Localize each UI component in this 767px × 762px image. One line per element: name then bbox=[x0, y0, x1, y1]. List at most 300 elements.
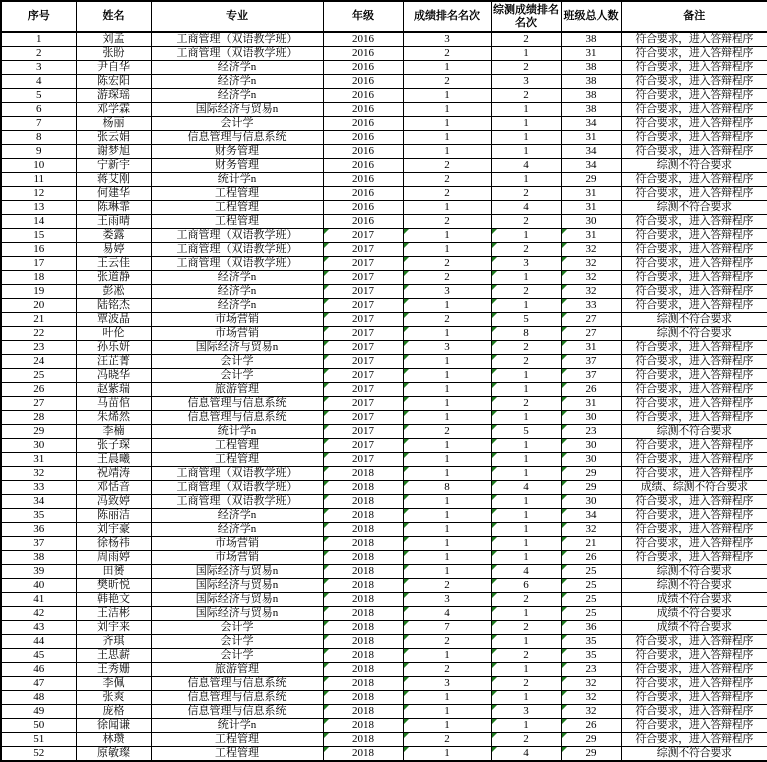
table-cell[interactable] bbox=[76, 187, 151, 201]
table-cell[interactable] bbox=[403, 61, 491, 75]
table-cell[interactable] bbox=[621, 117, 767, 131]
table-cell[interactable] bbox=[561, 565, 621, 579]
table-cell[interactable] bbox=[323, 369, 403, 383]
table-cell[interactable] bbox=[323, 719, 403, 733]
table-cell[interactable] bbox=[491, 89, 561, 103]
table-cell[interactable] bbox=[151, 173, 323, 187]
table-cell[interactable] bbox=[151, 131, 323, 145]
table-cell[interactable] bbox=[323, 201, 403, 215]
table-cell[interactable] bbox=[403, 537, 491, 551]
table-cell[interactable] bbox=[403, 173, 491, 187]
table-cell[interactable] bbox=[491, 75, 561, 89]
table-cell[interactable] bbox=[323, 215, 403, 229]
table-cell[interactable] bbox=[151, 565, 323, 579]
table-cell[interactable] bbox=[151, 691, 323, 705]
table-cell[interactable] bbox=[1, 229, 76, 243]
table-cell[interactable] bbox=[621, 103, 767, 117]
table-cell[interactable] bbox=[561, 439, 621, 453]
table-cell[interactable] bbox=[76, 117, 151, 131]
table-cell[interactable] bbox=[151, 719, 323, 733]
table-cell[interactable] bbox=[323, 243, 403, 257]
table-cell[interactable] bbox=[491, 201, 561, 215]
table-cell[interactable] bbox=[561, 635, 621, 649]
table-cell[interactable] bbox=[323, 271, 403, 285]
table-cell[interactable] bbox=[621, 733, 767, 747]
table-cell[interactable] bbox=[76, 32, 151, 47]
table-cell[interactable] bbox=[491, 285, 561, 299]
table-cell[interactable] bbox=[403, 509, 491, 523]
table-cell[interactable] bbox=[491, 523, 561, 537]
table-cell[interactable] bbox=[1, 75, 76, 89]
table-cell[interactable] bbox=[561, 89, 621, 103]
table-cell[interactable] bbox=[403, 593, 491, 607]
table-cell[interactable] bbox=[151, 677, 323, 691]
table-cell[interactable] bbox=[403, 299, 491, 313]
table-cell[interactable] bbox=[403, 663, 491, 677]
table-cell[interactable] bbox=[151, 299, 323, 313]
table-cell[interactable] bbox=[621, 369, 767, 383]
table-cell[interactable] bbox=[1, 439, 76, 453]
table-cell[interactable] bbox=[76, 523, 151, 537]
table-cell[interactable] bbox=[151, 621, 323, 635]
table-cell[interactable] bbox=[491, 47, 561, 61]
table-cell[interactable] bbox=[403, 383, 491, 397]
table-cell[interactable] bbox=[1, 593, 76, 607]
table-cell[interactable] bbox=[76, 509, 151, 523]
table-cell[interactable] bbox=[76, 201, 151, 215]
table-cell[interactable] bbox=[1, 215, 76, 229]
table-cell[interactable] bbox=[621, 747, 767, 762]
table-cell[interactable] bbox=[561, 411, 621, 425]
table-cell[interactable] bbox=[403, 341, 491, 355]
table-cell[interactable] bbox=[76, 229, 151, 243]
table-cell[interactable] bbox=[76, 145, 151, 159]
table-cell[interactable] bbox=[621, 201, 767, 215]
table-cell[interactable] bbox=[1, 523, 76, 537]
table-cell[interactable] bbox=[403, 677, 491, 691]
table-cell[interactable] bbox=[323, 537, 403, 551]
table-cell[interactable] bbox=[621, 453, 767, 467]
table-cell[interactable] bbox=[323, 397, 403, 411]
table-cell[interactable] bbox=[561, 677, 621, 691]
table-cell[interactable] bbox=[403, 187, 491, 201]
table-cell[interactable] bbox=[1, 299, 76, 313]
table-cell[interactable] bbox=[561, 579, 621, 593]
table-cell[interactable] bbox=[491, 607, 561, 621]
table-cell[interactable] bbox=[491, 103, 561, 117]
table-cell[interactable] bbox=[76, 215, 151, 229]
table-cell[interactable] bbox=[76, 579, 151, 593]
table-cell[interactable] bbox=[151, 32, 323, 47]
table-cell[interactable] bbox=[323, 32, 403, 47]
table-cell[interactable] bbox=[561, 537, 621, 551]
table-cell[interactable] bbox=[403, 159, 491, 173]
table-cell[interactable] bbox=[621, 271, 767, 285]
table-cell[interactable] bbox=[561, 691, 621, 705]
table-cell[interactable] bbox=[151, 313, 323, 327]
table-cell[interactable] bbox=[561, 523, 621, 537]
table-cell[interactable] bbox=[323, 341, 403, 355]
col-header-major[interactable]: 专业 bbox=[151, 1, 323, 32]
table-cell[interactable] bbox=[621, 565, 767, 579]
table-cell[interactable] bbox=[491, 649, 561, 663]
table-cell[interactable] bbox=[1, 117, 76, 131]
table-cell[interactable] bbox=[403, 439, 491, 453]
table-cell[interactable] bbox=[561, 663, 621, 677]
table-cell[interactable] bbox=[491, 719, 561, 733]
table-cell[interactable] bbox=[323, 257, 403, 271]
table-cell[interactable] bbox=[403, 369, 491, 383]
table-cell[interactable] bbox=[1, 397, 76, 411]
table-cell[interactable] bbox=[561, 341, 621, 355]
table-cell[interactable] bbox=[1, 719, 76, 733]
table-cell[interactable] bbox=[151, 551, 323, 565]
table-cell[interactable] bbox=[561, 243, 621, 257]
table-cell[interactable] bbox=[491, 229, 561, 243]
table-cell[interactable] bbox=[1, 481, 76, 495]
table-cell[interactable] bbox=[76, 383, 151, 397]
table-cell[interactable] bbox=[491, 173, 561, 187]
table-cell[interactable] bbox=[621, 523, 767, 537]
table-cell[interactable] bbox=[151, 61, 323, 75]
table-cell[interactable] bbox=[403, 453, 491, 467]
table-cell[interactable] bbox=[403, 733, 491, 747]
table-cell[interactable] bbox=[403, 89, 491, 103]
table-cell[interactable] bbox=[491, 313, 561, 327]
table-cell[interactable] bbox=[561, 215, 621, 229]
table-cell[interactable] bbox=[151, 47, 323, 61]
table-cell[interactable] bbox=[76, 635, 151, 649]
table-cell[interactable] bbox=[323, 677, 403, 691]
table-cell[interactable] bbox=[491, 481, 561, 495]
table-cell[interactable] bbox=[151, 523, 323, 537]
table-cell[interactable] bbox=[491, 691, 561, 705]
table-cell[interactable] bbox=[1, 355, 76, 369]
table-cell[interactable] bbox=[1, 733, 76, 747]
table-cell[interactable] bbox=[491, 383, 561, 397]
table-cell[interactable] bbox=[621, 621, 767, 635]
table-cell[interactable] bbox=[403, 747, 491, 762]
table-cell[interactable] bbox=[76, 691, 151, 705]
table-cell[interactable] bbox=[76, 411, 151, 425]
table-cell[interactable] bbox=[403, 229, 491, 243]
table-cell[interactable] bbox=[76, 649, 151, 663]
table-cell[interactable] bbox=[561, 495, 621, 509]
table-cell[interactable] bbox=[621, 257, 767, 271]
table-cell[interactable] bbox=[76, 677, 151, 691]
table-cell[interactable] bbox=[1, 509, 76, 523]
table-cell[interactable] bbox=[151, 117, 323, 131]
table-cell[interactable] bbox=[621, 355, 767, 369]
table-cell[interactable] bbox=[76, 593, 151, 607]
table-cell[interactable] bbox=[151, 733, 323, 747]
table-cell[interactable] bbox=[151, 285, 323, 299]
table-cell[interactable] bbox=[621, 663, 767, 677]
table-cell[interactable] bbox=[621, 341, 767, 355]
table-cell[interactable] bbox=[76, 733, 151, 747]
table-cell[interactable] bbox=[561, 187, 621, 201]
table-cell[interactable] bbox=[1, 257, 76, 271]
table-cell[interactable] bbox=[491, 495, 561, 509]
table-cell[interactable] bbox=[323, 495, 403, 509]
table-cell[interactable] bbox=[621, 397, 767, 411]
table-cell[interactable] bbox=[561, 173, 621, 187]
table-cell[interactable] bbox=[561, 75, 621, 89]
table-cell[interactable] bbox=[1, 495, 76, 509]
table-cell[interactable] bbox=[76, 47, 151, 61]
table-cell[interactable] bbox=[323, 425, 403, 439]
table-cell[interactable] bbox=[76, 257, 151, 271]
table-cell[interactable] bbox=[403, 705, 491, 719]
table-cell[interactable] bbox=[1, 467, 76, 481]
table-cell[interactable] bbox=[151, 243, 323, 257]
table-cell[interactable] bbox=[491, 551, 561, 565]
table-cell[interactable] bbox=[561, 733, 621, 747]
table-cell[interactable] bbox=[1, 313, 76, 327]
table-cell[interactable] bbox=[76, 313, 151, 327]
table-cell[interactable] bbox=[151, 397, 323, 411]
table-cell[interactable] bbox=[1, 579, 76, 593]
table-cell[interactable] bbox=[76, 495, 151, 509]
table-cell[interactable] bbox=[403, 75, 491, 89]
table-cell[interactable] bbox=[1, 383, 76, 397]
table-cell[interactable] bbox=[561, 369, 621, 383]
table-cell[interactable] bbox=[323, 621, 403, 635]
table-cell[interactable] bbox=[323, 635, 403, 649]
table-cell[interactable] bbox=[491, 397, 561, 411]
table-cell[interactable] bbox=[403, 201, 491, 215]
table-cell[interactable] bbox=[561, 397, 621, 411]
table-cell[interactable] bbox=[151, 159, 323, 173]
table-cell[interactable] bbox=[1, 159, 76, 173]
table-cell[interactable] bbox=[403, 47, 491, 61]
table-cell[interactable] bbox=[561, 313, 621, 327]
table-cell[interactable] bbox=[1, 187, 76, 201]
table-cell[interactable] bbox=[323, 299, 403, 313]
table-cell[interactable] bbox=[403, 579, 491, 593]
table-cell[interactable] bbox=[323, 159, 403, 173]
table-cell[interactable] bbox=[403, 103, 491, 117]
table-cell[interactable] bbox=[491, 411, 561, 425]
table-cell[interactable] bbox=[491, 327, 561, 341]
table-cell[interactable] bbox=[323, 61, 403, 75]
table-cell[interactable] bbox=[491, 453, 561, 467]
table-cell[interactable] bbox=[621, 425, 767, 439]
table-cell[interactable] bbox=[323, 75, 403, 89]
table-cell[interactable] bbox=[151, 467, 323, 481]
table-cell[interactable] bbox=[491, 355, 561, 369]
table-cell[interactable] bbox=[323, 747, 403, 762]
table-cell[interactable] bbox=[151, 509, 323, 523]
table-cell[interactable] bbox=[403, 425, 491, 439]
table-cell[interactable] bbox=[1, 103, 76, 117]
table-cell[interactable] bbox=[323, 523, 403, 537]
table-cell[interactable] bbox=[76, 103, 151, 117]
table-cell[interactable] bbox=[403, 285, 491, 299]
table-cell[interactable] bbox=[323, 663, 403, 677]
table-cell[interactable] bbox=[151, 201, 323, 215]
table-cell[interactable] bbox=[1, 453, 76, 467]
table-cell[interactable] bbox=[76, 425, 151, 439]
col-header-comprehensive-rank[interactable]: 综测成绩排名 名次 bbox=[491, 1, 561, 32]
table-cell[interactable] bbox=[621, 243, 767, 257]
table-cell[interactable] bbox=[323, 285, 403, 299]
table-cell[interactable] bbox=[561, 32, 621, 47]
table-cell[interactable] bbox=[403, 467, 491, 481]
table-cell[interactable] bbox=[561, 145, 621, 159]
table-cell[interactable] bbox=[621, 719, 767, 733]
table-cell[interactable] bbox=[491, 145, 561, 159]
table-cell[interactable] bbox=[1, 551, 76, 565]
table-cell[interactable] bbox=[151, 579, 323, 593]
table-cell[interactable] bbox=[1, 61, 76, 75]
table-cell[interactable] bbox=[323, 173, 403, 187]
table-cell[interactable] bbox=[323, 89, 403, 103]
table-cell[interactable] bbox=[76, 481, 151, 495]
table-cell[interactable] bbox=[323, 229, 403, 243]
table-cell[interactable] bbox=[561, 607, 621, 621]
table-cell[interactable] bbox=[403, 621, 491, 635]
table-cell[interactable] bbox=[621, 187, 767, 201]
table-cell[interactable] bbox=[76, 327, 151, 341]
table-cell[interactable] bbox=[323, 383, 403, 397]
table-cell[interactable] bbox=[621, 313, 767, 327]
table-cell[interactable] bbox=[561, 257, 621, 271]
table-cell[interactable] bbox=[621, 215, 767, 229]
table-cell[interactable] bbox=[403, 257, 491, 271]
table-cell[interactable] bbox=[621, 467, 767, 481]
table-cell[interactable] bbox=[491, 439, 561, 453]
table-cell[interactable] bbox=[323, 453, 403, 467]
table-cell[interactable] bbox=[151, 145, 323, 159]
table-cell[interactable] bbox=[151, 705, 323, 719]
table-cell[interactable] bbox=[621, 607, 767, 621]
table-cell[interactable] bbox=[491, 621, 561, 635]
table-cell[interactable] bbox=[491, 131, 561, 145]
table-cell[interactable] bbox=[1, 635, 76, 649]
table-cell[interactable] bbox=[621, 383, 767, 397]
table-cell[interactable] bbox=[621, 327, 767, 341]
table-cell[interactable] bbox=[621, 89, 767, 103]
table-cell[interactable] bbox=[403, 243, 491, 257]
table-cell[interactable] bbox=[76, 285, 151, 299]
table-cell[interactable] bbox=[561, 103, 621, 117]
table-cell[interactable] bbox=[151, 271, 323, 285]
table-cell[interactable] bbox=[491, 663, 561, 677]
table-cell[interactable] bbox=[403, 131, 491, 145]
table-cell[interactable] bbox=[76, 61, 151, 75]
table-cell[interactable] bbox=[323, 355, 403, 369]
table-cell[interactable] bbox=[323, 649, 403, 663]
table-cell[interactable] bbox=[76, 75, 151, 89]
table-cell[interactable] bbox=[621, 691, 767, 705]
table-cell[interactable] bbox=[323, 593, 403, 607]
table-cell[interactable] bbox=[323, 551, 403, 565]
table-cell[interactable] bbox=[621, 47, 767, 61]
table-cell[interactable] bbox=[76, 173, 151, 187]
table-cell[interactable] bbox=[561, 747, 621, 762]
table-cell[interactable] bbox=[1, 649, 76, 663]
table-cell[interactable] bbox=[561, 719, 621, 733]
table-cell[interactable] bbox=[1, 271, 76, 285]
table-cell[interactable] bbox=[1, 537, 76, 551]
table-cell[interactable] bbox=[151, 369, 323, 383]
table-cell[interactable] bbox=[323, 467, 403, 481]
table-cell[interactable] bbox=[621, 131, 767, 145]
table-cell[interactable] bbox=[491, 733, 561, 747]
table-cell[interactable] bbox=[1, 705, 76, 719]
table-cell[interactable] bbox=[151, 187, 323, 201]
table-cell[interactable] bbox=[561, 327, 621, 341]
table-cell[interactable] bbox=[403, 565, 491, 579]
table-cell[interactable] bbox=[491, 635, 561, 649]
table-cell[interactable] bbox=[561, 551, 621, 565]
table-cell[interactable] bbox=[621, 495, 767, 509]
table-cell[interactable] bbox=[403, 691, 491, 705]
table-cell[interactable] bbox=[561, 201, 621, 215]
table-cell[interactable] bbox=[151, 635, 323, 649]
table-cell[interactable] bbox=[561, 159, 621, 173]
table-cell[interactable] bbox=[491, 61, 561, 75]
table-cell[interactable] bbox=[621, 61, 767, 75]
table-cell[interactable] bbox=[491, 537, 561, 551]
table-cell[interactable] bbox=[323, 187, 403, 201]
col-header-score-rank[interactable]: 成绩排名名次 bbox=[403, 1, 491, 32]
table-cell[interactable] bbox=[151, 341, 323, 355]
table-cell[interactable] bbox=[151, 453, 323, 467]
table-cell[interactable] bbox=[151, 537, 323, 551]
table-cell[interactable] bbox=[76, 747, 151, 762]
table-cell[interactable] bbox=[1, 341, 76, 355]
table-cell[interactable] bbox=[621, 635, 767, 649]
table-cell[interactable] bbox=[403, 481, 491, 495]
table-cell[interactable] bbox=[491, 425, 561, 439]
table-cell[interactable] bbox=[491, 341, 561, 355]
table-cell[interactable] bbox=[403, 313, 491, 327]
table-cell[interactable] bbox=[76, 467, 151, 481]
table-cell[interactable] bbox=[403, 719, 491, 733]
table-cell[interactable] bbox=[491, 117, 561, 131]
table-cell[interactable] bbox=[561, 425, 621, 439]
table-cell[interactable] bbox=[76, 341, 151, 355]
col-header-grade[interactable]: 年级 bbox=[323, 1, 403, 32]
table-cell[interactable] bbox=[151, 89, 323, 103]
table-cell[interactable] bbox=[621, 411, 767, 425]
table-cell[interactable] bbox=[323, 691, 403, 705]
table-cell[interactable] bbox=[1, 565, 76, 579]
table-cell[interactable] bbox=[403, 649, 491, 663]
table-cell[interactable] bbox=[403, 635, 491, 649]
table-cell[interactable] bbox=[323, 47, 403, 61]
table-cell[interactable] bbox=[491, 299, 561, 313]
table-cell[interactable] bbox=[76, 621, 151, 635]
table-cell[interactable] bbox=[403, 397, 491, 411]
table-cell[interactable] bbox=[403, 117, 491, 131]
table-cell[interactable] bbox=[491, 187, 561, 201]
table-cell[interactable] bbox=[491, 565, 561, 579]
col-header-class-size[interactable]: 班级总人数 bbox=[561, 1, 621, 32]
table-cell[interactable] bbox=[561, 593, 621, 607]
table-cell[interactable] bbox=[323, 509, 403, 523]
table-cell[interactable] bbox=[1, 145, 76, 159]
table-cell[interactable] bbox=[323, 565, 403, 579]
table-cell[interactable] bbox=[151, 103, 323, 117]
table-cell[interactable] bbox=[403, 271, 491, 285]
table-cell[interactable] bbox=[561, 61, 621, 75]
table-cell[interactable] bbox=[403, 215, 491, 229]
table-cell[interactable] bbox=[323, 579, 403, 593]
table-cell[interactable] bbox=[323, 705, 403, 719]
